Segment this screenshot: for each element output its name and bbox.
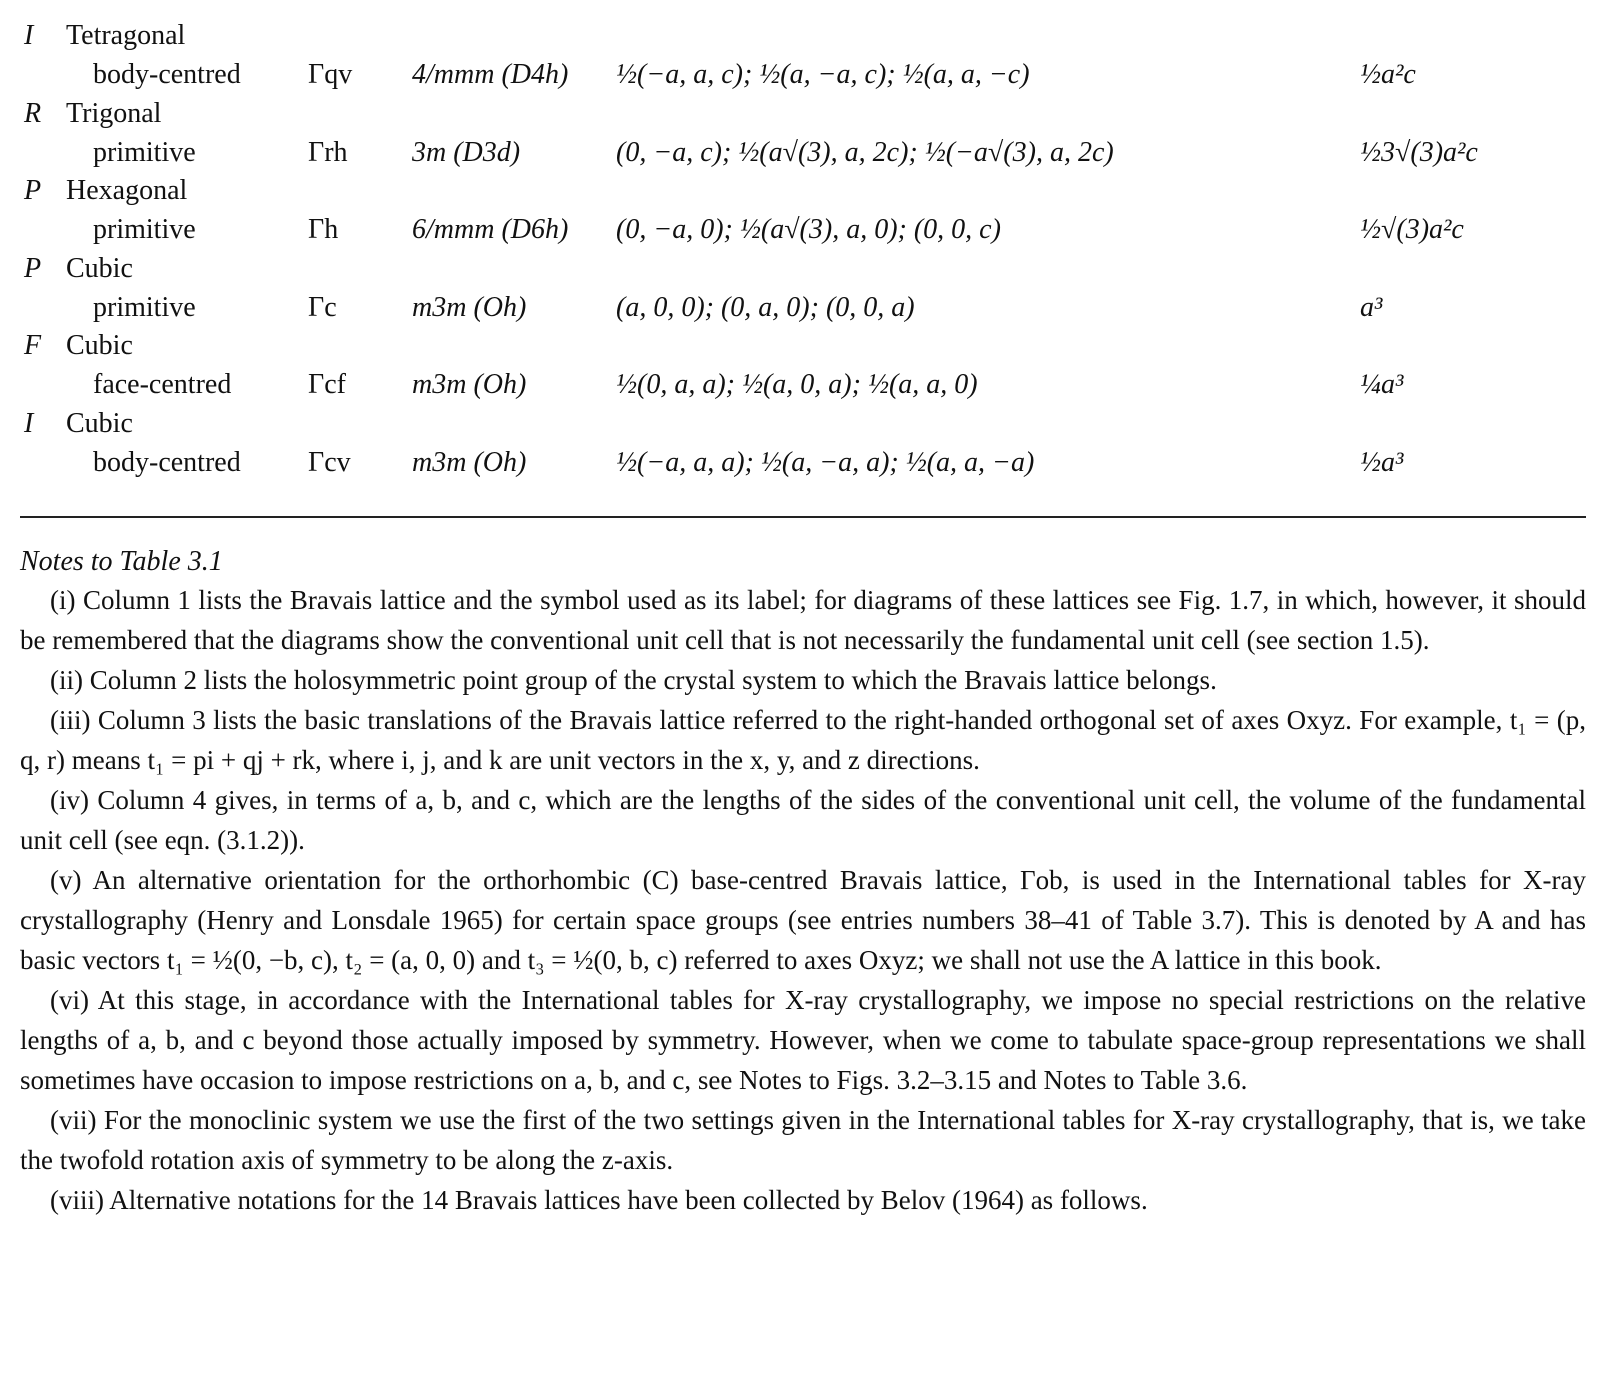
point-group: 6/mmm (D6h) [412,214,569,246]
note-item: (iii) Column 3 lists the basic translations of the Bravais lattice referred to the right-handed orthogonal set of axes Oxyz. For example, t₁ = (p, q, r) means t₁ = pi + qj + rk, where i, j, and k are unit vectors in the x, y, and z directions. [20,705,1586,775]
lattice-symbol: Γc [308,291,337,323]
lattice-letter: P [24,252,42,284]
table-bottom-rule [20,516,1586,518]
lattice-letter: P [24,175,42,207]
basic-translations: ½(0, a, a); ½(a, 0, a); ½(a, a, 0) [616,369,978,401]
note-item: (v) An alternative orientation for the orthorhombic (C) base-centred Bravais lattice, Γob, is used in the International tables for X-ray crystallography (Henry and Lonsdale 1965) for certain space groups (see entries numbers 38–41 of Table 3.7). This is denoted by A and has basic vectors t₁ = ½(0, −b, c), t₂ = (a, 0, 0) and t₃ = ½(0, b, c) referred to axes Oxyz; we shall not use the A lattice in this book. [20,865,1586,975]
notes-title: Notes to Table 3.1 [20,546,223,577]
cell-volume: ½a³ [1360,447,1404,478]
basic-translations: (a, 0, 0); (0, a, 0); (0, 0, a) [616,291,915,323]
cell-volume: ½a²c [1360,59,1416,90]
lattice-letter: R [24,97,42,129]
point-group: m3m (Oh) [412,447,527,478]
crystal-system: Trigonal [66,97,162,129]
basic-translations: (0, −a, 0); ½(a√(3), a, 0); (0, 0, c) [616,214,1001,246]
crystal-system: Tetragonal [66,20,186,51]
lattice-symbol: Γrh [308,136,348,168]
lattice-type: primitive [93,136,196,168]
lattice-symbol: Γcv [308,447,351,478]
crystal-system: Hexagonal [66,175,188,207]
cell-volume: ½√(3)a²c [1360,214,1464,246]
cell-volume: ½3√(3)a²c [1360,136,1478,168]
cell-volume: a³ [1360,291,1383,323]
point-group: m3m (Oh) [412,291,527,323]
lattice-symbol: Γcf [308,369,346,401]
lattice-type: face-centred [93,369,232,401]
notes-list [20,580,1586,1220]
note-item: (vi) At this stage, in accordance with the International tables for X-ray crystallography, we impose no special restrictions on the relative lengths of a, b, and c beyond those actually imposed by symmetry. However, when we come to tabulate space-group representations we shall sometimes have occasion to impose restrictions on a, b, and c, see Notes to Figs. 3.2–3.15 and Notes to Table 3.6. [20,985,1586,1095]
lattice-symbol: Γh [308,214,339,246]
note-item: (ii) Column 2 lists the holosymmetric point group of the crystal system to which the Bravais lattice belongs. [50,665,1217,695]
point-group: m3m (Oh) [412,369,527,401]
crystal-system: Cubic [66,408,133,439]
basic-translations: (0, −a, c); ½(a√(3), a, 2c); ½(−a√(3), a, 2c) [616,136,1114,168]
note-item: (iv) Column 4 gives, in terms of a, b, and c, which are the lengths of the sides of the conventional unit cell, the volume of the fundamental unit cell (see eqn. (3.1.2)). [20,785,1586,855]
basic-translations: ½(−a, a, c); ½(a, −a, c); ½(a, a, −c) [616,59,1030,90]
crystal-system: Cubic [66,330,133,362]
lattice-letter: F [24,330,42,362]
note-item: (i) Column 1 lists the Bravais lattice and the symbol used as its label; for diagrams of these lattices see Fig. 1.7, in which, however, it should be remembered that the diagrams show the conventional unit cell that is not necessarily the fundamental unit cell (see section 1.5). [20,585,1586,655]
lattice-type: body-centred [93,447,241,478]
note-item: (vii) For the monoclinic system we use the first of the two settings given in the International tables for X-ray crystallography, that is, we take the twofold rotation axis of symmetry to be along the z-axis. [20,1105,1586,1175]
note-item: (viii) Alternative notations for the 14 Bravais lattices have been collected by Belov (1964) as follows. [50,1185,1148,1215]
lattice-type: primitive [93,291,196,323]
cell-volume: ¼a³ [1360,369,1404,401]
lattice-type: primitive [93,214,196,246]
basic-translations: ½(−a, a, a); ½(a, −a, a); ½(a, a, −a) [616,447,1035,478]
crystal-system: Cubic [66,252,133,284]
lattice-symbol: Γqv [308,59,353,90]
point-group: 3m (D3d) [412,136,521,168]
lattice-letter: I [24,408,34,439]
lattice-letter: I [24,20,34,51]
point-group: 4/mmm (D4h) [412,59,569,90]
lattice-type: body-centred [93,59,241,90]
